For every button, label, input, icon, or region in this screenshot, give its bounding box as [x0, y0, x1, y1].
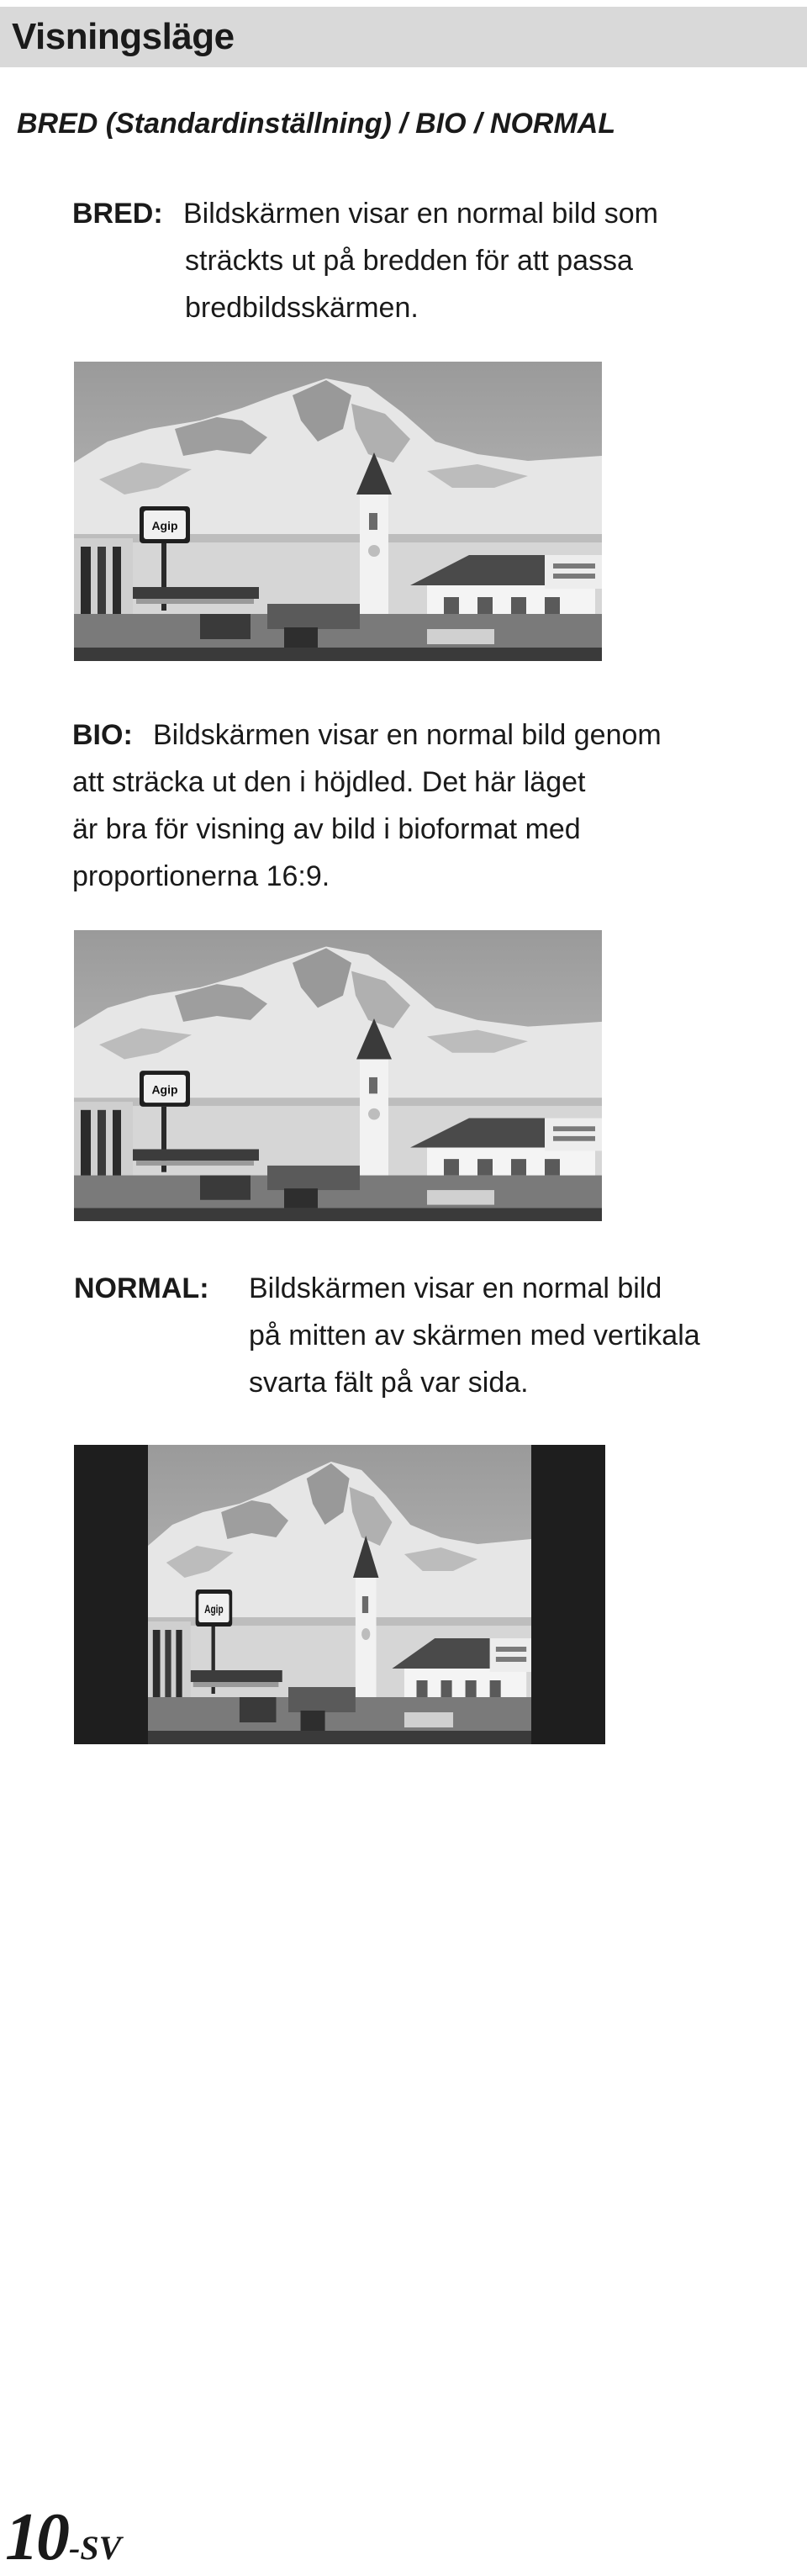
photo-wide-mode	[74, 362, 602, 661]
mode-label: BRED:	[72, 198, 163, 230]
village-scene-image	[74, 930, 602, 1221]
photo-normal-image-area	[148, 1445, 531, 1744]
svg-text:Agip: Agip	[204, 1602, 224, 1616]
mode-normal	[74, 1265, 797, 1416]
description-line: Bildskärmen visar en normal bild	[249, 1272, 662, 1304]
description-line: är bra för visning av bild i bioformat med	[72, 813, 581, 845]
mode-description	[185, 190, 658, 331]
mode-description	[249, 1265, 700, 1406]
description-line: Bildskärmen visar en normal bild som	[183, 198, 658, 230]
svg-text:Agip: Agip	[151, 519, 178, 532]
description-line: på mitten av skärmen med vertikala	[249, 1320, 700, 1351]
page-language-suffix: -SV	[69, 2529, 122, 2567]
description-line: bredbildsskärmen.	[185, 292, 419, 324]
photo-normal-mode	[74, 1445, 605, 1744]
mode-bred	[72, 190, 778, 341]
mode-label: BIO:	[72, 719, 133, 751]
page-number-value: 10	[5, 2500, 67, 2574]
description-line: svarta fält på var sida.	[249, 1367, 529, 1399]
description-line: att sträcka ut den i höjdled. Det här läget	[72, 766, 586, 798]
page-number	[5, 2499, 121, 2576]
mode-bio	[72, 711, 795, 913]
village-scene-image	[148, 1445, 531, 1744]
section-title: Visningsläge	[12, 16, 235, 57]
village-scene-image	[74, 362, 602, 661]
mode-options-heading: BRED (Standardinställning) / BIO / NORMAL	[17, 108, 616, 140]
description-line: sträckts ut på bredden för att passa	[185, 245, 633, 277]
mode-label: NORMAL:	[74, 1272, 209, 1304]
description-line: Bildskärmen visar en normal bild genom	[153, 719, 662, 751]
svg-text:Agip: Agip	[151, 1083, 178, 1097]
mode-description	[72, 711, 662, 900]
description-line: proportionerna 16:9.	[72, 860, 330, 892]
section-title-bar	[0, 7, 807, 67]
photo-cinema-mode	[74, 930, 602, 1221]
